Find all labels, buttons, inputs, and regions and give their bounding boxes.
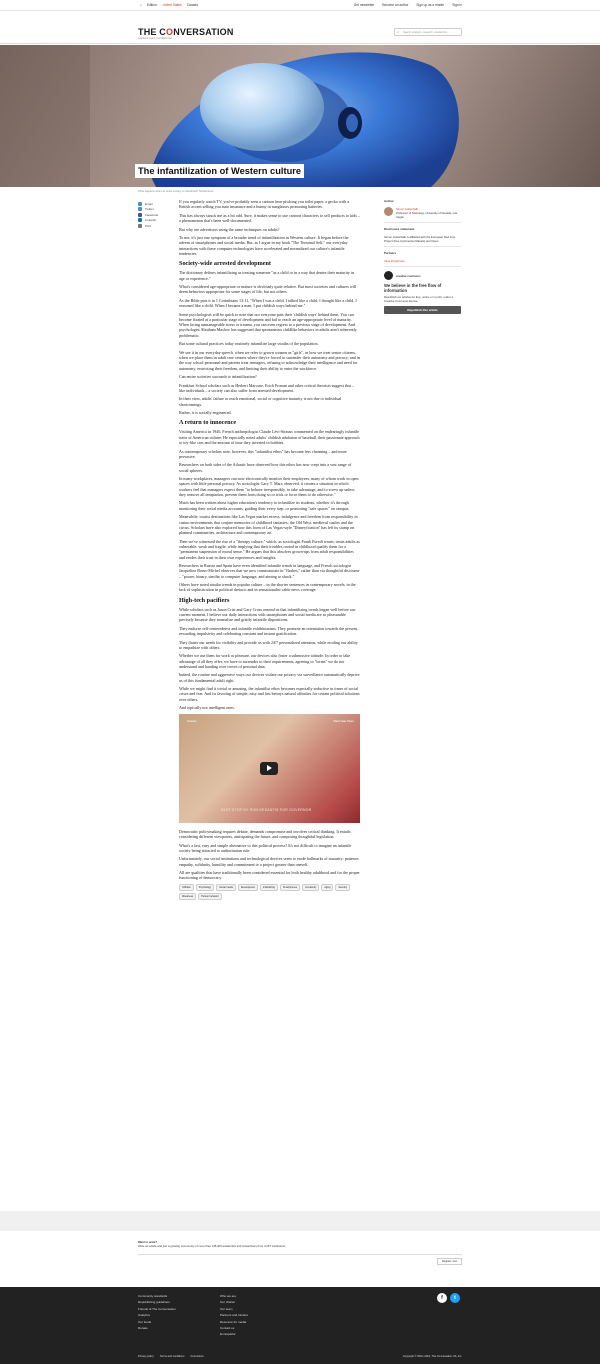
article-paragraph: Then we've witnessed the rise of a "therapy culture," which, as sociologist Frank Furedi warns, treats adults as vulnerable, weak and fragile, while implying that their troubles rooted in childhood qualify them for a "permanent suspension of moral sense." He argues that this absolves grown-ups from adult responsibilities and erodes their trust in their own experiences and insights.: [179, 538, 360, 560]
article-paragraph: All are qualities that have traditionally been considered essential for both healthy adulthood and for the proper functioning of democracy.: [179, 870, 360, 881]
republish-text: Republish our articles for free, online or in print, under a Creative Commons license.: [384, 295, 454, 303]
article-paragraph: In their view, adults' failure to reach emotional, social or cognitive maturity is not due to individual shortcomings.: [179, 396, 342, 407]
article-paragraph: This has always struck me as a bit odd. Sure, it makes sense to use cartoon characters to sell products to kids – a phenomenon that's been well-documented.: [179, 212, 360, 224]
article-paragraph: Much has been written about higher education's tendency to infantilize its students, whether it's through monitoring their social media accounts, guiding their every step, or promoting "safe spaces" on campus.: [179, 500, 350, 511]
article-paragraph: What's considered age-appropriate or mature is obviously quite relative. But most societies and cultures will deem behaviors appropriate for some stages of life, but not others.: [179, 284, 357, 295]
article-paragraph: But why are advertisers using the same techniques on adults?: [179, 226, 280, 232]
footer-link[interactable]: Contact us: [220, 1326, 235, 1331]
article-paragraph: Researchers in Russia and Spain have even identified infantile trends in language, and French sociologist Jacqueline Barus-Michel observes that we now communicate in "flashes," rather than via thoughtful discourse – "poorer, binary, similar to computer language, and aiming to shock.": [179, 563, 360, 579]
search-input[interactable]: ⌕ Search analysis, research, academics…: [394, 28, 462, 36]
register-button[interactable]: Register now: [437, 1258, 462, 1265]
tag-chip[interactable]: Security: [335, 884, 350, 891]
facebook-icon[interactable]: f: [437, 1293, 447, 1303]
share-links: [138, 201, 158, 229]
write-title: Want to write?: [138, 1240, 158, 1244]
footer-legal-link[interactable]: Terms and conditions: [159, 1355, 185, 1358]
edition-label: Edition:: [146, 3, 158, 7]
cc-icon: [384, 271, 393, 280]
footer-link[interactable]: Our team: [220, 1306, 233, 1311]
tag-chip[interactable]: Social media: [216, 884, 236, 891]
article-paragraph: To me, it's just one symptom of a broader trend of infantilization in Western culture. It began before the advent of smartphones and social media. But, as I argue in my book "The Terminal Self," our everyday interactions with these computer technologies have accelerated and normalized our culture's infantile tendencies.: [179, 235, 349, 256]
write-promo: [138, 1240, 462, 1263]
article-body: [179, 199, 360, 900]
write-text: Write an article and join a growing community of more than 135,900 academics and researchers from 4,267 institutions.: [138, 1244, 286, 1248]
tag-chip[interactable]: Immaturity: [302, 884, 319, 891]
become-author-link[interactable]: Become an author: [382, 3, 409, 7]
share-linkedin[interactable]: LinkedIn: [138, 218, 158, 224]
article-paragraph: What's a fast, easy and simple alternative to this political process? It's not difficult to imagine an infantile society being attracted to authoritarian rule.: [179, 842, 352, 853]
share-twitter[interactable]: Twitter: [138, 207, 158, 213]
copyright: Copyright © 2010–2021, The Conversation US, Inc.: [402, 1355, 462, 1358]
article-paragraph: The dictionary defines infantilizing as treating someone "as a child or in a way that denies their maturity in age or experience.": [179, 270, 355, 281]
footer-legal-link[interactable]: Privacy policy: [138, 1355, 154, 1358]
article-paragraph: Meanwhile, tourist destinations like Las Vegas market excess, indulgence and freedom from responsibility in casino environments that conjure memories of childhood fantasies: the Old West, medieval castles and the circus. Scholars have also explored how this form of Las Vegas-style "Disneyfication" has left its stamp on planned communities, architecture and contemporary art.: [179, 514, 358, 536]
footer-link[interactable]: En Español: [220, 1332, 236, 1337]
author-heading: Author: [384, 199, 394, 203]
article-paragraph: Unfortunately, our social institutions and technological devices seem to erode hallmarks of maturity: patience, empathy, solidarity, humility and commitment to a project greater than oneself.: [179, 856, 360, 867]
tag-chip[interactable]: Smartphones: [280, 884, 300, 891]
share-facebook[interactable]: Facebook: [138, 212, 158, 218]
article-paragraph: Whether we use them for work or pleasure, our devices also foster a submissive attitude. In order to take advantage of all they offer, we have to surrender to their requirements, agreeing to "terms" we do not understand and handing over troves of personal data.: [179, 653, 351, 669]
article-title: The infantilization of Western culture: [135, 164, 304, 178]
gray-band: [0, 1211, 600, 1231]
edition-alt[interactable]: Canada: [186, 3, 198, 7]
article-paragraph: Visiting America in 1946, French anthropologist Claude Lévi-Strauss commented on the endearingly infantile traits of American culture. He especially noted adults' childish adulation of baseball, their passionate approach to toy-like cars and the amount of time they invested in hobbies.: [179, 429, 360, 446]
footer-link[interactable]: Donate: [138, 1326, 148, 1331]
site-logo[interactable]: THE CONVERSATION: [138, 27, 234, 37]
play-icon[interactable]: [260, 762, 278, 775]
tag-chip[interactable]: Infantilizing: [260, 884, 278, 891]
footer-link[interactable]: Analytics: [138, 1313, 151, 1318]
tagline: Academic rigour, journalistic flair: [138, 37, 173, 40]
tag-chip[interactable]: Human behavior: [198, 893, 222, 900]
footer-link[interactable]: Community standards: [138, 1294, 168, 1298]
share-email[interactable]: Email: [138, 201, 158, 207]
share-print[interactable]: Print: [138, 223, 158, 229]
footer-link[interactable]: Resource for media: [220, 1319, 247, 1324]
article-paragraph: Can entire societies succumb to infantilization?: [179, 374, 257, 380]
footer-link[interactable]: Who we are: [220, 1294, 237, 1298]
twitter-icon: [138, 207, 142, 211]
article-paragraph: As the Bible puts it in 1 Corinthians 13:11, "When I was a child, I talked like a child, I thought like a child, I reasoned like a child. When I became a man, I put childish ways behind me.": [179, 297, 357, 309]
get-newsletter-link[interactable]: Get newsletter: [353, 3, 375, 7]
home-icon[interactable]: ⌂: [140, 3, 142, 7]
article-paragraph: Rather, it is socially engineered.: [179, 410, 232, 416]
article-paragraph: Indeed, the routine and aggressive ways our devices violate our privacy via surveillance automatically deprive us of this fundamental adult right.: [179, 672, 360, 683]
article-paragraph: They endorse self-centeredness and infantile exhibitionism. They promote an orientation towards the present, rewarding impulsivity and celebrating constant and instant gratification.: [179, 625, 359, 637]
section-heading: A return to innocence: [179, 419, 237, 427]
partners-link[interactable]: View all partners: [384, 259, 405, 263]
article-paragraph: As contemporary scholars note, however, this "infantilist ethos" has become less charming – and more pervasive.: [179, 448, 347, 459]
article-paragraph: While we might find it trivial or amusing, the infantilist ethos becomes especially seductive in times of social crises and fear. And its favoring of simple, easy and fast betrays natural affinities for certain political solutions over others.: [179, 686, 360, 702]
article-paragraph: We see it in our everyday speech, when we refer to grown women as "girls", in how we treat senior citizens, when we place them in adult care centers where they're forced to surrender their autonomy and privacy; and in the way school personnel and parents treat teenagers, refusing to acknowledge their intelligence and need for autonomy, restricting their freedom, and limiting their ability to enter the workforce.: [179, 349, 361, 371]
article-paragraph: Others have noted similar trends in popular culture – in the shorter sentences in contemporary novels, in the lack of sophistication in political rhetoric and in sensationalist cable news coverage.: [179, 582, 356, 593]
print-icon: [138, 224, 142, 228]
video-caption: FAST STOP BY RON DESANTIS FOR GOVERNOR: [221, 807, 312, 812]
section-heading: High-tech pacifiers: [179, 596, 230, 604]
republish-button[interactable]: Republish this article: [384, 306, 461, 314]
author-role: Professor of Sociology, University of Nevada, Las Vegas: [396, 211, 458, 219]
footer-link[interactable]: Friends of The Conversation: [138, 1306, 176, 1311]
footer-link[interactable]: Partners and funders: [220, 1313, 249, 1318]
article-paragraph: Some psychologists will be quick to note that not everyone puts their 'childish ways' behind them. You can become fixated at a particular stage of development and fail to reach an age-appropriate level of maturity. When facing unmanageable stress or trauma, you can even regress to a previous stage of development. And psychologist Abraham Maslow has suggested that spontaneous childlike behaviors in adults aren't inherently problematic.: [179, 311, 357, 338]
video-player[interactable]: [179, 714, 360, 823]
section-heading: Society-wide arrested development: [179, 260, 271, 268]
tag-chip[interactable]: Development: [238, 884, 258, 891]
top-bar: [0, 0, 600, 11]
tag-chip[interactable]: Children: [179, 884, 194, 891]
tag-chip[interactable]: Psychology: [196, 884, 214, 891]
republish-title: We believe in the free flow of information: [384, 283, 442, 293]
footer-legal-link[interactable]: Corrections: [190, 1355, 204, 1358]
facebook-icon: [138, 213, 142, 217]
article-paragraph: But some cultural practices today routinely infantilize large swaths of the population.: [179, 341, 319, 347]
video-actions[interactable]: Watch later Share: [333, 719, 354, 723]
article-paragraph: If you regularly watch TV, you've probably seen a cartoon bear pitching you toilet paper, a gecko with a British accent selling you auto insurance and a bunny in sunglasses promoting batteries.: [179, 199, 350, 210]
article-paragraph: Democratic policymaking requires debate, demands compromise and involves critical thinking. It entails considering different viewpoints, anticipating the future, and composing thoughtful legislation.: [179, 828, 351, 840]
linkedin-icon: [138, 218, 142, 222]
article-paragraph: In many workplaces, managers can now electronically monitor their employees, many of whom work in open spaces with little personal privacy. As sociologist Gary T. Marx observed, it creates a situation in which workers feel that managers expect them "to behave irresponsibly, to take advantage, and to screw up unless they remove all temptation, prevent them from doing so or trick or force them to do otherwise.": [179, 476, 359, 497]
article-paragraph: Frankfurt School scholars such as Herbert Marcuse, Erich Fromm and other critical theorists suggest that – like individuals – a society can also suffer from arrested development.: [179, 382, 355, 393]
article-paragraph: And typically not intelligent ones.: [179, 705, 235, 711]
search-icon: ⌕: [397, 30, 400, 35]
tag-list: [179, 884, 360, 901]
author-name[interactable]: Simon Gottschalk: [396, 207, 418, 211]
masthead: [0, 11, 600, 44]
tag-chip[interactable]: Aging: [321, 884, 333, 891]
disclosure-heading: Disclosure statement: [384, 227, 415, 231]
creative-commons-logo: creative commons: [384, 271, 461, 280]
article-paragraph: Researchers on both sides of the Atlantic have observed how this ethos has now crept into a vast range of social spheres.: [179, 462, 352, 473]
signup-reader-link[interactable]: Sign up as a reader: [416, 3, 445, 7]
image-credit: What happens when an entire society is infantilized? Shutterstock: [138, 190, 214, 193]
partners-heading: Partners: [384, 251, 397, 255]
footer-link[interactable]: Our charter: [220, 1300, 236, 1305]
footer-link[interactable]: Our feeds: [138, 1319, 152, 1324]
footer-link[interactable]: Republishing guidelines: [138, 1300, 170, 1305]
sign-in-link[interactable]: Sign in: [452, 3, 462, 7]
edition-value[interactable]: United States: [162, 3, 182, 7]
sidebar: [384, 199, 461, 314]
article-paragraph: They flatter our needs for visibility and provide us with 24/7 personalized attention, while eroding our ability to empathize with others.: [179, 639, 358, 650]
article-paragraph: While scholars such as Jason Crist and Gary Cross remind us that infantilizing trends began well before our current moment, I believe our daily interactions with smartphones and social media are so pleasurable precisely because they normalize and gratify infantile dispositions.: [179, 606, 356, 623]
footer: [0, 1287, 600, 1364]
email-icon: [138, 202, 142, 206]
avatar[interactable]: [384, 207, 393, 216]
twitter-icon[interactable]: t: [450, 1293, 460, 1303]
edition-selector[interactable]: [140, 3, 198, 7]
tag-chip[interactable]: Weakness: [179, 893, 196, 900]
disclosure-text: Simon Gottschalk is affiliated with the European Red Line Project (Des imprimeries Masais) and Open.: [384, 235, 456, 243]
video-title: Classic: [187, 718, 197, 723]
